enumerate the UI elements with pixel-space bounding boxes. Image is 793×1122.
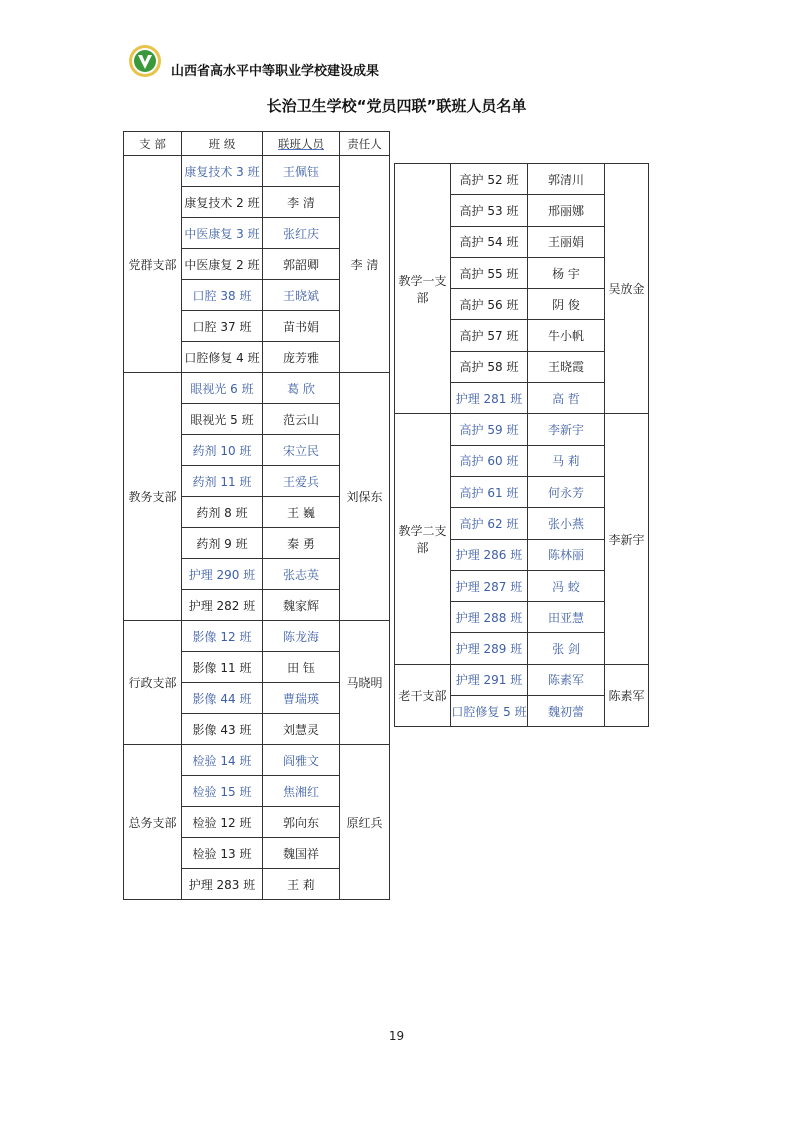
person-cell: 阴 俊 — [528, 289, 605, 320]
responsible-cell: 吴放金 — [605, 164, 649, 414]
class-cell: 影像 43 班 — [182, 714, 263, 745]
class-cell: 护理 290 班 — [182, 559, 263, 590]
class-cell: 护理 288 班 — [451, 602, 528, 633]
responsible-cell: 马晓明 — [340, 621, 390, 745]
person-cell: 葛 欣 — [263, 373, 340, 404]
responsible-cell: 李 清 — [340, 156, 390, 373]
person-cell: 曹瑞瑛 — [263, 683, 340, 714]
table-row — [395, 414, 649, 445]
branch-line-2: 部 — [416, 541, 429, 556]
branch-cell — [395, 664, 451, 727]
person-cell: 王丽娟 — [528, 226, 605, 257]
branch-line-1: 教学二支 — [398, 524, 447, 539]
class-cell: 眼视光 6 班 — [182, 373, 263, 404]
person-cell: 范云山 — [263, 404, 340, 435]
responsible-cell: 刘保东 — [340, 373, 390, 621]
class-cell: 护理 281 班 — [451, 383, 528, 414]
person-cell: 杨 宇 — [528, 257, 605, 288]
class-cell: 检验 14 班 — [182, 745, 263, 776]
branch-cell: 总务支部 — [124, 745, 182, 900]
person-cell: 王 莉 — [263, 869, 340, 900]
table-row — [124, 745, 390, 776]
class-cell: 药剂 11 班 — [182, 466, 263, 497]
person-cell: 郭韶卿 — [263, 249, 340, 280]
person-cell: 魏国祥 — [263, 838, 340, 869]
person-cell: 魏家辉 — [263, 590, 340, 621]
person-cell: 王爱兵 — [263, 466, 340, 497]
table-row — [124, 621, 390, 652]
class-cell: 高护 54 班 — [451, 226, 528, 257]
class-cell: 高护 59 班 — [451, 414, 528, 445]
person-cell: 郭清川 — [528, 164, 605, 195]
header-person — [263, 132, 340, 156]
person-cell: 苗书娟 — [263, 311, 340, 342]
branch-cell: 教务支部 — [124, 373, 182, 621]
branch-cell: 行政支部 — [124, 621, 182, 745]
table-row — [124, 156, 390, 187]
class-cell: 口腔修复 4 班 — [182, 342, 263, 373]
class-cell: 中医康复 3 班 — [182, 218, 263, 249]
class-cell: 影像 11 班 — [182, 652, 263, 683]
person-cell: 陈龙海 — [263, 621, 340, 652]
responsible-cell: 陈素军 — [605, 664, 649, 727]
class-cell: 中医康复 2 班 — [182, 249, 263, 280]
left-roster-table — [123, 131, 390, 900]
class-cell: 药剂 9 班 — [182, 528, 263, 559]
class-cell: 高护 57 班 — [451, 320, 528, 351]
responsible-cell: 原红兵 — [340, 745, 390, 900]
class-cell: 高护 53 班 — [451, 195, 528, 226]
class-cell: 护理 291 班 — [451, 664, 528, 695]
branch-cell: 党群支部 — [124, 156, 182, 373]
person-cell: 马 莉 — [528, 445, 605, 476]
class-cell: 口腔 37 班 — [182, 311, 263, 342]
person-cell: 张志英 — [263, 559, 340, 590]
table-header-row — [124, 132, 390, 156]
person-cell: 高 哲 — [528, 383, 605, 414]
branch-cell — [395, 164, 451, 414]
person-cell: 陈林丽 — [528, 539, 605, 570]
person-cell: 李新宇 — [528, 414, 605, 445]
person-cell: 王晓霞 — [528, 351, 605, 382]
person-cell: 魏初蕾 — [528, 696, 605, 727]
person-cell: 张 剑 — [528, 633, 605, 664]
header-responsible: 责任人 — [340, 132, 390, 156]
table-row — [395, 664, 649, 695]
header-org-text: 山西省高水平中等职业学校建设成果 — [171, 64, 380, 79]
class-cell: 药剂 10 班 — [182, 435, 263, 466]
person-cell: 王 巍 — [263, 497, 340, 528]
person-cell: 何永芳 — [528, 476, 605, 507]
person-cell: 张红庆 — [263, 218, 340, 249]
person-cell: 田 钰 — [263, 652, 340, 683]
person-cell: 田亚慧 — [528, 602, 605, 633]
class-cell: 口腔 38 班 — [182, 280, 263, 311]
class-cell: 影像 44 班 — [182, 683, 263, 714]
person-cell: 牛小帆 — [528, 320, 605, 351]
header-class: 班 级 — [182, 132, 263, 156]
person-cell: 王佩钰 — [263, 156, 340, 187]
class-cell: 影像 12 班 — [182, 621, 263, 652]
header-person-text: 联班人员 — [278, 136, 324, 151]
right-roster-table — [394, 163, 649, 727]
person-cell: 宋立民 — [263, 435, 340, 466]
table-row — [124, 373, 390, 404]
person-cell: 庞芳雅 — [263, 342, 340, 373]
class-cell: 康复技术 2 班 — [182, 187, 263, 218]
class-cell: 检验 12 班 — [182, 807, 263, 838]
responsible-cell: 李新宇 — [605, 414, 649, 664]
person-cell: 邢丽娜 — [528, 195, 605, 226]
class-cell: 高护 52 班 — [451, 164, 528, 195]
header-branch: 支 部 — [124, 132, 182, 156]
class-cell: 护理 286 班 — [451, 539, 528, 570]
class-cell: 检验 15 班 — [182, 776, 263, 807]
page-number: 19 — [388, 1029, 405, 1043]
person-cell: 阎雅文 — [263, 745, 340, 776]
person-cell: 张小燕 — [528, 508, 605, 539]
person-cell: 刘慧灵 — [263, 714, 340, 745]
table-row — [395, 164, 649, 195]
class-cell: 高护 61 班 — [451, 476, 528, 507]
person-cell: 焦湘红 — [263, 776, 340, 807]
person-cell: 秦 勇 — [263, 528, 340, 559]
class-cell: 高护 55 班 — [451, 257, 528, 288]
person-cell: 冯 蛟 — [528, 570, 605, 601]
class-cell: 护理 283 班 — [182, 869, 263, 900]
class-cell: 高护 60 班 — [451, 445, 528, 476]
class-cell: 护理 287 班 — [451, 570, 528, 601]
branch-line-1: 老干支部 — [398, 689, 447, 704]
document-title: 长治卫生学校“党员四联”联班人员名单 — [266, 97, 527, 115]
class-cell: 眼视光 5 班 — [182, 404, 263, 435]
class-cell: 口腔修复 5 班 — [451, 696, 528, 727]
class-cell: 药剂 8 班 — [182, 497, 263, 528]
class-cell: 高护 58 班 — [451, 351, 528, 382]
person-cell: 王晓斌 — [263, 280, 340, 311]
class-cell: 检验 13 班 — [182, 838, 263, 869]
class-cell: 护理 289 班 — [451, 633, 528, 664]
branch-line-2: 部 — [416, 290, 429, 305]
class-cell: 高护 62 班 — [451, 508, 528, 539]
class-cell: 护理 282 班 — [182, 590, 263, 621]
person-cell: 郭向东 — [263, 807, 340, 838]
branch-line-1: 教学一支 — [398, 273, 447, 288]
class-cell: 康复技术 3 班 — [182, 156, 263, 187]
person-cell: 李 清 — [263, 187, 340, 218]
class-cell: 高护 56 班 — [451, 289, 528, 320]
person-cell: 陈素军 — [528, 664, 605, 695]
school-logo — [128, 44, 162, 78]
branch-cell — [395, 414, 451, 664]
